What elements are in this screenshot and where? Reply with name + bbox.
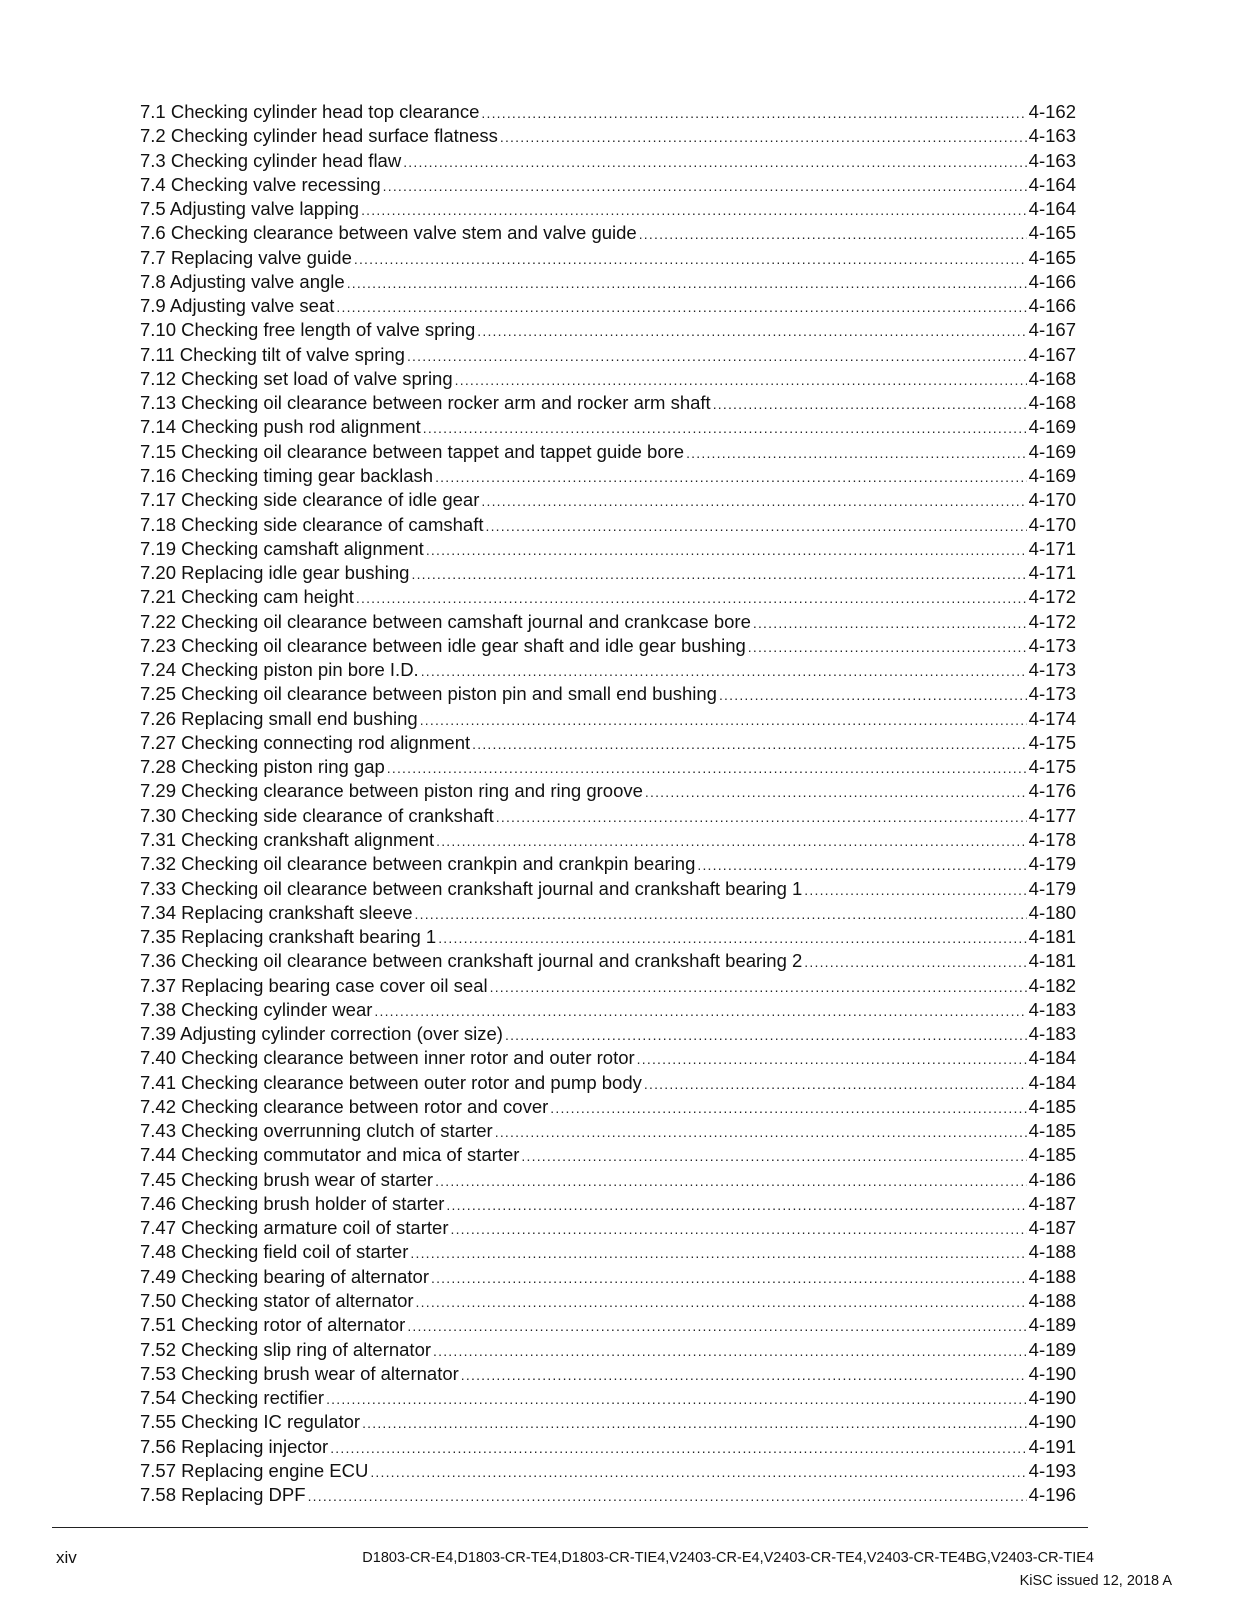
toc-entry-page: 4-169 xyxy=(1028,416,1076,438)
toc-entry-title: 7.22 Checking oil clearance between camshaft journal and crankcase bore xyxy=(140,610,751,632)
toc-entry[interactable] xyxy=(140,585,1076,609)
toc-entry-title: 7.17 Checking side clearance of idle gear xyxy=(140,489,480,511)
toc-entry-page: 4-166 xyxy=(1028,295,1076,317)
toc-entry-title: 7.37 Replacing bearing case cover oil seal xyxy=(140,974,488,996)
dot-leader xyxy=(330,1436,1026,1460)
toc-entry-page: 4-185 xyxy=(1028,1095,1076,1117)
toc-entry[interactable] xyxy=(140,1071,1076,1095)
dot-leader xyxy=(753,611,1027,635)
toc-entry[interactable] xyxy=(140,1435,1076,1459)
toc-entry-title: 7.57 Replacing engine ECU xyxy=(140,1459,369,1481)
toc-entry[interactable] xyxy=(140,1483,1076,1507)
toc-entry-title: 7.38 Checking cylinder wear xyxy=(140,998,373,1020)
toc-entry-title: 7.15 Checking oil clearance between tappet and tappet guide bore xyxy=(140,440,685,462)
toc-entry[interactable] xyxy=(140,537,1076,561)
dot-leader xyxy=(461,1363,1027,1387)
toc-entry[interactable] xyxy=(140,1362,1076,1386)
toc-entry-page: 4-190 xyxy=(1028,1411,1076,1433)
toc-entry-page: 4-187 xyxy=(1028,1192,1076,1214)
toc-entry-page: 4-165 xyxy=(1028,222,1076,244)
toc-entry-page: 4-188 xyxy=(1028,1241,1076,1263)
toc-entry[interactable] xyxy=(140,658,1076,682)
toc-entry-page: 4-162 xyxy=(1028,101,1076,122)
toc-entry-page: 4-163 xyxy=(1028,149,1076,171)
dot-leader xyxy=(420,708,1027,732)
toc-entry-title: 7.34 Replacing crankshaft sleeve xyxy=(140,901,413,923)
toc-entry-title: 7.46 Checking brush holder of starter xyxy=(140,1192,445,1214)
toc-entry[interactable] xyxy=(140,488,1076,512)
toc-entry-title: 7.3 Checking cylinder head flaw xyxy=(140,149,402,171)
toc-entry-title: 7.13 Checking oil clearance between rocker arm and rocker arm shaft xyxy=(140,392,711,414)
toc-entry-title: 7.6 Checking clearance between valve stem and valve guide xyxy=(140,222,637,244)
dot-leader xyxy=(804,950,1026,974)
toc-entry-title: 7.18 Checking side clearance of camshaft xyxy=(140,513,484,535)
toc-entry[interactable] xyxy=(140,804,1076,828)
toc-entry-title: 7.35 Replacing crankshaft bearing 1 xyxy=(140,926,437,948)
toc-entry[interactable] xyxy=(140,1289,1076,1313)
toc-entry-title: 7.25 Checking oil clearance between piston pin and small end bushing xyxy=(140,683,717,705)
dot-leader xyxy=(426,538,1027,562)
dot-leader xyxy=(521,1144,1026,1168)
toc-entry[interactable] xyxy=(140,415,1076,439)
toc-entry[interactable] xyxy=(140,1192,1076,1216)
toc-entry-title: 7.29 Checking clearance between piston ring and ring groove xyxy=(140,780,643,802)
dot-leader xyxy=(370,1460,1026,1484)
dot-leader xyxy=(362,1411,1027,1435)
model-list: D1803-CR-E4,D1803-CR-TE4,D1803-CR-TIE4,V2403-CR-E4,V2403-CR-TE4,V2403-CR-TE4BG,V2403-CR-TIE4 xyxy=(362,1550,1094,1566)
toc-entry[interactable] xyxy=(140,318,1076,342)
page-number: xiv xyxy=(56,1548,77,1567)
toc-entry[interactable] xyxy=(140,367,1076,391)
footer-divider xyxy=(52,1527,1088,1528)
dot-leader xyxy=(481,489,1026,513)
dot-leader xyxy=(415,902,1027,926)
dot-leader xyxy=(356,586,1027,610)
toc-entry[interactable] xyxy=(140,949,1076,973)
toc-entry-title: 7.27 Checking connecting rod alignment xyxy=(140,731,471,753)
toc-entry[interactable] xyxy=(140,925,1076,949)
dot-leader xyxy=(435,1169,1027,1193)
toc-entry[interactable] xyxy=(140,270,1076,294)
dot-leader xyxy=(361,198,1027,222)
toc-entry-page: 4-190 xyxy=(1028,1362,1076,1384)
toc-entry-title: 7.8 Adjusting valve angle xyxy=(140,270,345,292)
dot-leader xyxy=(686,441,1027,465)
dot-leader xyxy=(748,635,1027,659)
toc-entry-title: 7.48 Checking field coil of starter xyxy=(140,1241,409,1263)
dot-leader xyxy=(411,562,1026,586)
toc-entry[interactable] xyxy=(140,440,1076,464)
toc-entry-title: 7.1 Checking cylinder head top clearance xyxy=(140,101,480,122)
issue-date: KiSC issued 12, 2018 A xyxy=(1019,1573,1172,1589)
toc-entry-page: 4-172 xyxy=(1028,586,1076,608)
toc-entry-page: 4-164 xyxy=(1028,173,1076,195)
dot-leader xyxy=(374,999,1026,1023)
toc-entry-title: 7.40 Checking clearance between inner rotor and outer rotor xyxy=(140,1047,635,1069)
toc-entry-title: 7.12 Checking set load of valve spring xyxy=(140,367,453,389)
toc-entry-page: 4-170 xyxy=(1028,489,1076,511)
toc-entry-page: 4-176 xyxy=(1028,780,1076,802)
toc-entry-title: 7.42 Checking clearance between rotor and cover xyxy=(140,1095,549,1117)
toc-entry-page: 4-191 xyxy=(1028,1435,1076,1457)
toc-entry-page: 4-181 xyxy=(1028,950,1076,972)
toc-entry[interactable] xyxy=(140,1046,1076,1070)
toc-entry-title: 7.50 Checking stator of alternator xyxy=(140,1290,414,1312)
dot-leader xyxy=(433,1339,1027,1363)
toc-entry-title: 7.54 Checking rectifier xyxy=(140,1387,325,1409)
toc-entry[interactable] xyxy=(140,755,1076,779)
toc-entry-page: 4-173 xyxy=(1028,659,1076,681)
toc-entry-title: 7.14 Checking push rod alignment xyxy=(140,416,421,438)
dot-leader xyxy=(450,1217,1026,1241)
dot-leader xyxy=(407,1314,1026,1338)
toc-entry[interactable] xyxy=(140,1386,1076,1410)
toc-entry-title: 7.58 Replacing DPF xyxy=(140,1484,306,1506)
toc-entry-page: 4-188 xyxy=(1028,1265,1076,1287)
toc-entry-page: 4-175 xyxy=(1028,731,1076,753)
toc-entry-page: 4-172 xyxy=(1028,610,1076,632)
toc-entry-page: 4-190 xyxy=(1028,1387,1076,1409)
dot-leader xyxy=(438,926,1026,950)
dot-leader xyxy=(435,465,1027,489)
toc-entry-title: 7.4 Checking valve recessing xyxy=(140,173,381,195)
dot-leader xyxy=(697,853,1026,877)
toc-entry-title: 7.5 Adjusting valve lapping xyxy=(140,198,360,220)
toc-entry-title: 7.31 Checking crankshaft alignment xyxy=(140,828,435,850)
dot-leader xyxy=(719,683,1027,707)
toc-entry-page: 4-185 xyxy=(1028,1120,1076,1142)
toc-entry-title: 7.49 Checking bearing of alternator xyxy=(140,1265,429,1287)
toc-entry[interactable] xyxy=(140,1022,1076,1046)
toc-entry-title: 7.43 Checking overrunning clutch of starter xyxy=(140,1120,493,1142)
toc-entry-page: 4-184 xyxy=(1028,1047,1076,1069)
toc-entry-page: 4-180 xyxy=(1028,901,1076,923)
toc-entry[interactable] xyxy=(140,707,1076,731)
toc-entry-page: 4-183 xyxy=(1028,1023,1076,1045)
toc-entry-title: 7.47 Checking armature coil of starter xyxy=(140,1217,449,1239)
toc-entry[interactable] xyxy=(140,294,1076,318)
toc-entry[interactable] xyxy=(140,197,1076,221)
dot-leader xyxy=(495,1120,1027,1144)
toc-entry-page: 4-189 xyxy=(1028,1314,1076,1336)
dot-leader xyxy=(423,416,1027,440)
toc-entry[interactable] xyxy=(140,513,1076,537)
dot-leader xyxy=(477,319,1026,343)
dot-leader xyxy=(455,368,1027,392)
toc-entry[interactable] xyxy=(140,1240,1076,1264)
dot-leader xyxy=(347,271,1027,295)
toc-entry-title: 7.41 Checking clearance between outer rotor and pump body xyxy=(140,1071,642,1093)
dot-leader xyxy=(639,222,1027,246)
dot-leader xyxy=(645,780,1027,804)
toc-entry[interactable] xyxy=(140,1216,1076,1240)
toc-entry[interactable] xyxy=(140,149,1076,173)
toc-entry-page: 4-179 xyxy=(1028,877,1076,899)
toc-entry-title: 7.19 Checking camshaft alignment xyxy=(140,537,424,559)
toc-entry[interactable] xyxy=(140,100,1076,124)
toc-entry-title: 7.21 Checking cam height xyxy=(140,586,354,608)
dot-leader xyxy=(472,732,1027,756)
toc-entry-title: 7.24 Checking piston pin bore I.D. xyxy=(140,659,419,681)
toc-entry-title: 7.51 Checking rotor of alternator xyxy=(140,1314,406,1336)
toc-entry[interactable] xyxy=(140,1313,1076,1337)
dot-leader xyxy=(403,150,1026,174)
toc-entry[interactable] xyxy=(140,877,1076,901)
dot-leader xyxy=(485,514,1026,538)
toc-entry-title: 7.36 Checking oil clearance between crankshaft journal and crankshaft bearing 2 xyxy=(140,950,803,972)
toc-entry-page: 4-164 xyxy=(1028,198,1076,220)
toc-entry-title: 7.45 Checking brush wear of starter xyxy=(140,1168,434,1190)
toc-entry-page: 4-170 xyxy=(1028,513,1076,535)
toc-entry-page: 4-169 xyxy=(1028,464,1076,486)
toc-entry[interactable] xyxy=(140,731,1076,755)
toc-entry-title: 7.9 Adjusting valve seat xyxy=(140,295,335,317)
toc-entry-page: 4-175 xyxy=(1028,756,1076,778)
dot-leader xyxy=(354,247,1027,271)
toc-entry-page: 4-181 xyxy=(1028,926,1076,948)
dot-leader xyxy=(481,101,1026,125)
toc-entry-page: 4-187 xyxy=(1028,1217,1076,1239)
toc-entry[interactable] xyxy=(140,1410,1076,1434)
toc-entry-page: 4-182 xyxy=(1028,974,1076,996)
toc-entry-page: 4-167 xyxy=(1028,343,1076,365)
toc-entry-page: 4-165 xyxy=(1028,246,1076,268)
toc-entry[interactable] xyxy=(140,682,1076,706)
toc-entry[interactable] xyxy=(140,852,1076,876)
toc-entry[interactable] xyxy=(140,391,1076,415)
toc-entry[interactable] xyxy=(140,1095,1076,1119)
toc-entry-title: 7.52 Checking slip ring of alternator xyxy=(140,1338,432,1360)
toc-entry[interactable] xyxy=(140,464,1076,488)
dot-leader xyxy=(308,1484,1027,1508)
toc-entry-page: 4-171 xyxy=(1028,537,1076,559)
dot-leader xyxy=(713,392,1027,416)
toc-entry-page: 4-163 xyxy=(1028,125,1076,147)
toc-entry[interactable] xyxy=(140,974,1076,998)
toc-entry-title: 7.44 Checking commutator and mica of starter xyxy=(140,1144,520,1166)
toc-entry[interactable] xyxy=(140,998,1076,1022)
toc-entry-title: 7.26 Replacing small end bushing xyxy=(140,707,418,729)
toc-entry[interactable] xyxy=(140,1459,1076,1483)
dot-leader xyxy=(326,1387,1027,1411)
toc-entry-title: 7.32 Checking oil clearance between crankpin and crankpin bearing xyxy=(140,853,696,875)
toc-entry-page: 4-168 xyxy=(1028,392,1076,414)
toc-entry-title: 7.56 Replacing injector xyxy=(140,1435,329,1457)
dot-leader xyxy=(500,125,1027,149)
toc-entry-page: 4-183 xyxy=(1028,998,1076,1020)
toc-entry[interactable] xyxy=(140,221,1076,245)
dot-leader xyxy=(436,829,1027,853)
toc-entry-page: 4-168 xyxy=(1028,367,1076,389)
dot-leader xyxy=(416,1290,1027,1314)
toc-entry-page: 4-189 xyxy=(1028,1338,1076,1360)
toc-entry-page: 4-173 xyxy=(1028,683,1076,705)
toc-entry-page: 4-169 xyxy=(1028,440,1076,462)
toc-entry-page: 4-186 xyxy=(1028,1168,1076,1190)
toc-entry-title: 7.28 Checking piston ring gap xyxy=(140,756,385,778)
toc-entry-page: 4-171 xyxy=(1028,562,1076,584)
toc-entry-title: 7.11 Checking tilt of valve spring xyxy=(140,343,405,365)
dot-leader xyxy=(505,1023,1027,1047)
toc-entry[interactable] xyxy=(140,246,1076,270)
toc-entry-title: 7.33 Checking oil clearance between crankshaft journal and crankshaft bearing 1 xyxy=(140,877,803,899)
toc-entry-page: 4-173 xyxy=(1028,634,1076,656)
toc-entry[interactable] xyxy=(140,1143,1076,1167)
dot-leader xyxy=(496,805,1027,829)
toc-entry-page: 4-179 xyxy=(1028,853,1076,875)
toc-entry-page: 4-196 xyxy=(1028,1484,1076,1506)
toc-entry[interactable] xyxy=(140,1338,1076,1362)
toc-entry-title: 7.39 Adjusting cylinder correction (over size) xyxy=(140,1023,503,1045)
toc-entry[interactable] xyxy=(140,124,1076,148)
dot-leader xyxy=(550,1096,1026,1120)
dot-leader xyxy=(431,1266,1027,1290)
toc-entry-page: 4-177 xyxy=(1028,804,1076,826)
toc-entry-title: 7.16 Checking timing gear backlash xyxy=(140,464,434,486)
toc-entry-page: 4-174 xyxy=(1028,707,1076,729)
toc-entry[interactable] xyxy=(140,1265,1076,1289)
toc-entry-title: 7.55 Checking IC regulator xyxy=(140,1411,361,1433)
toc-entry-title: 7.2 Checking cylinder head surface flatness xyxy=(140,125,498,147)
toc-entry-title: 7.53 Checking brush wear of alternator xyxy=(140,1362,459,1384)
toc-entry[interactable] xyxy=(140,828,1076,852)
toc-entry-page: 4-193 xyxy=(1028,1459,1076,1481)
toc-entry-title: 7.10 Checking free length of valve spring xyxy=(140,319,476,341)
toc-entry-title: 7.20 Replacing idle gear bushing xyxy=(140,562,410,584)
toc-entry-page: 4-185 xyxy=(1028,1144,1076,1166)
toc-entry-page: 4-178 xyxy=(1028,828,1076,850)
toc-entry-title: 7.23 Checking oil clearance between idle gear shaft and idle gear bushing xyxy=(140,634,746,656)
toc-entry[interactable] xyxy=(140,173,1076,197)
dot-leader xyxy=(637,1047,1027,1071)
dot-leader xyxy=(336,295,1026,319)
toc-entry[interactable] xyxy=(140,634,1076,658)
dot-leader xyxy=(383,174,1027,198)
dot-leader xyxy=(421,659,1027,683)
toc-entry-page: 4-166 xyxy=(1028,270,1076,292)
dot-leader xyxy=(490,975,1027,999)
toc-entry-title: 7.30 Checking side clearance of crankshaft xyxy=(140,804,494,826)
toc-entry[interactable] xyxy=(140,1168,1076,1192)
dot-leader xyxy=(804,878,1026,902)
toc-entry[interactable] xyxy=(140,1119,1076,1143)
table-of-contents xyxy=(140,100,1076,1507)
toc-entry[interactable] xyxy=(140,779,1076,803)
toc-entry-page: 4-167 xyxy=(1028,319,1076,341)
toc-entry[interactable] xyxy=(140,561,1076,585)
toc-entry[interactable] xyxy=(140,901,1076,925)
toc-entry-page: 4-188 xyxy=(1028,1290,1076,1312)
toc-entry[interactable] xyxy=(140,343,1076,367)
dot-leader xyxy=(410,1241,1026,1265)
dot-leader xyxy=(446,1193,1026,1217)
toc-entry-title: 7.7 Replacing valve guide xyxy=(140,246,352,268)
toc-entry-page: 4-184 xyxy=(1028,1071,1076,1093)
toc-entry[interactable] xyxy=(140,610,1076,634)
dot-leader xyxy=(407,344,1027,368)
dot-leader xyxy=(644,1072,1027,1096)
dot-leader xyxy=(387,756,1027,780)
